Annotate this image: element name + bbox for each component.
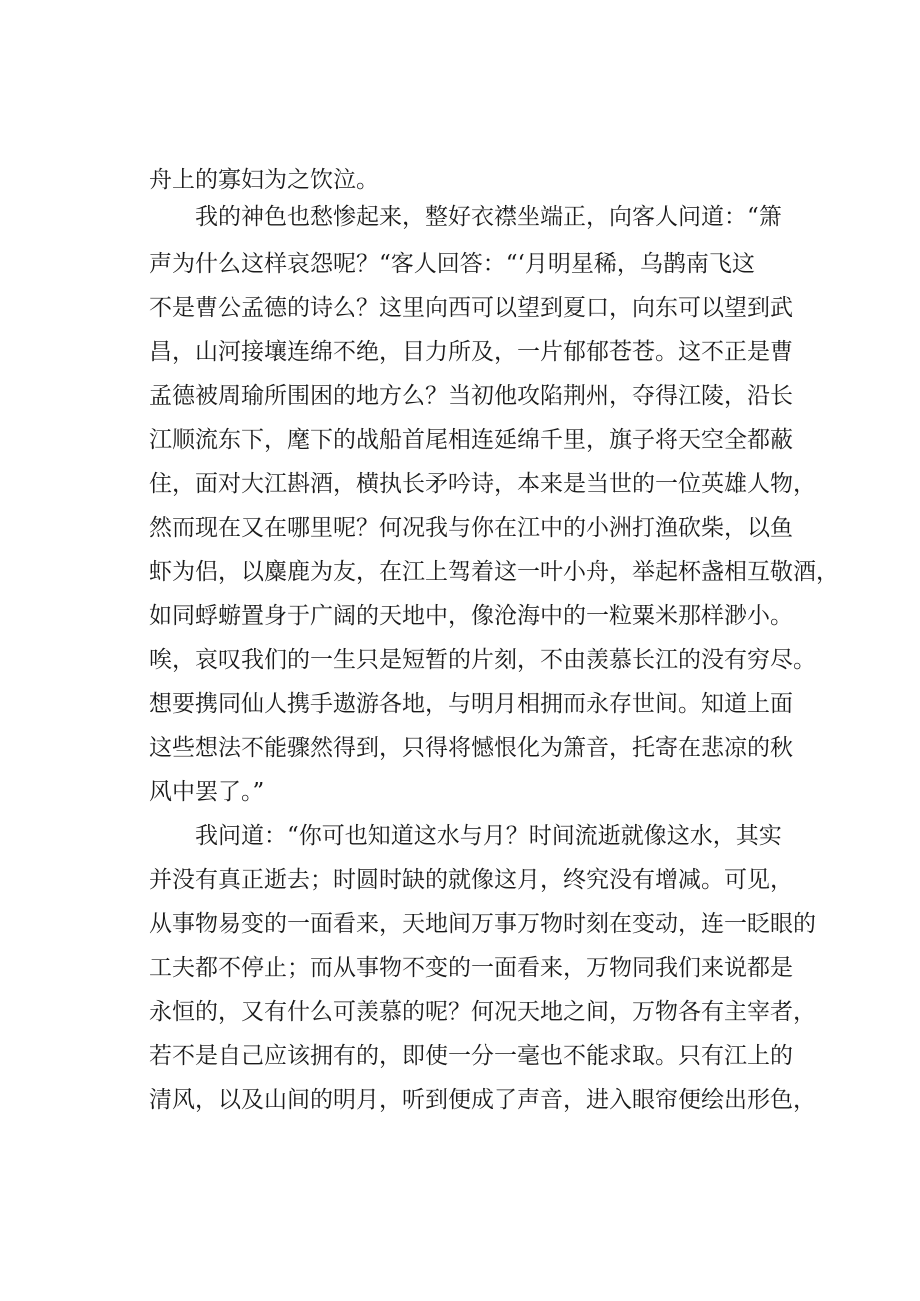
text-line: 从事物易变的一面看来，天地间万事万物时刻在变动，连一眨眼的 [149, 911, 816, 937]
text-line: 我的神色也愁惨起来，整好衣襟坐端正，向客人问道：“箫 [149, 204, 782, 230]
text-line: 并没有真正逝去；时圆时缺的就像这月，终究没有增减。可见， [149, 867, 793, 893]
text-line: 永恒的，又有什么可羡慕的呢？何况天地之间，万物各有主宰者， [149, 999, 816, 1025]
text-line: 不是曹公孟德的诗么？这里向西可以望到夏口，向东可以望到武 [149, 295, 793, 321]
text-line: 孟德被周瑜所围困的地方么？当初他攻陷荆州，夺得江陵，沿长 [149, 383, 793, 409]
text-line: 若不是自己应该拥有的，即使一分一毫也不能求取。只有江上的 [149, 1043, 793, 1069]
text-line: 想要携同仙人携手遨游各地，与明月相拥而永存世间。知道上面 [149, 691, 793, 717]
text-line: 住，面对大江斟酒，横执长矛吟诗，本来是当世的一位英雄人物， [149, 471, 816, 497]
text-line: 这些想法不能骤然得到，只得将憾恨化为箫音，托寄在悲凉的秋 [149, 735, 793, 761]
text-line: 昌，山河接壤连绵不绝，目力所及，一片郁郁苍苍。这不正是曹 [149, 339, 793, 365]
text-line: 工夫都不停止；而从事物不变的一面看来，万物同我们来说都是 [149, 955, 793, 981]
text-line: 然而现在又在哪里呢？何况我与你在江中的小洲打渔砍柴，以鱼 [149, 515, 793, 541]
text-line: 虾为侣，以麋鹿为友，在江上驾着这一叶小舟，举起杯盏相互敬酒， [149, 559, 839, 585]
text-line: 风中罢了。” [149, 779, 265, 805]
text-line: 声为什么这样哀怨呢？“客人回答：“‘月明星稀，乌鹊南飞这 [149, 251, 755, 277]
text-line: 清风，以及山间的明月，听到便成了声音，进入眼帘便绘出形色， [149, 1087, 816, 1113]
text-line: 我问道：“你可也知道这水与月？时间流逝就像这水，其实 [149, 823, 782, 849]
text-line: 如同蜉蝣置身于广阔的天地中，像沧海中的一粒粟米那样渺小。 [149, 603, 793, 629]
text-line: 江顺流东下，麾下的战船首尾相连延绵千里，旗子将天空全都蔽 [149, 427, 793, 453]
text-line: 舟上的寡妇为之饮泣。 [149, 167, 379, 193]
text-line: 唉，哀叹我们的一生只是短暂的片刻，不由羡慕长江的没有穷尽。 [149, 647, 816, 673]
